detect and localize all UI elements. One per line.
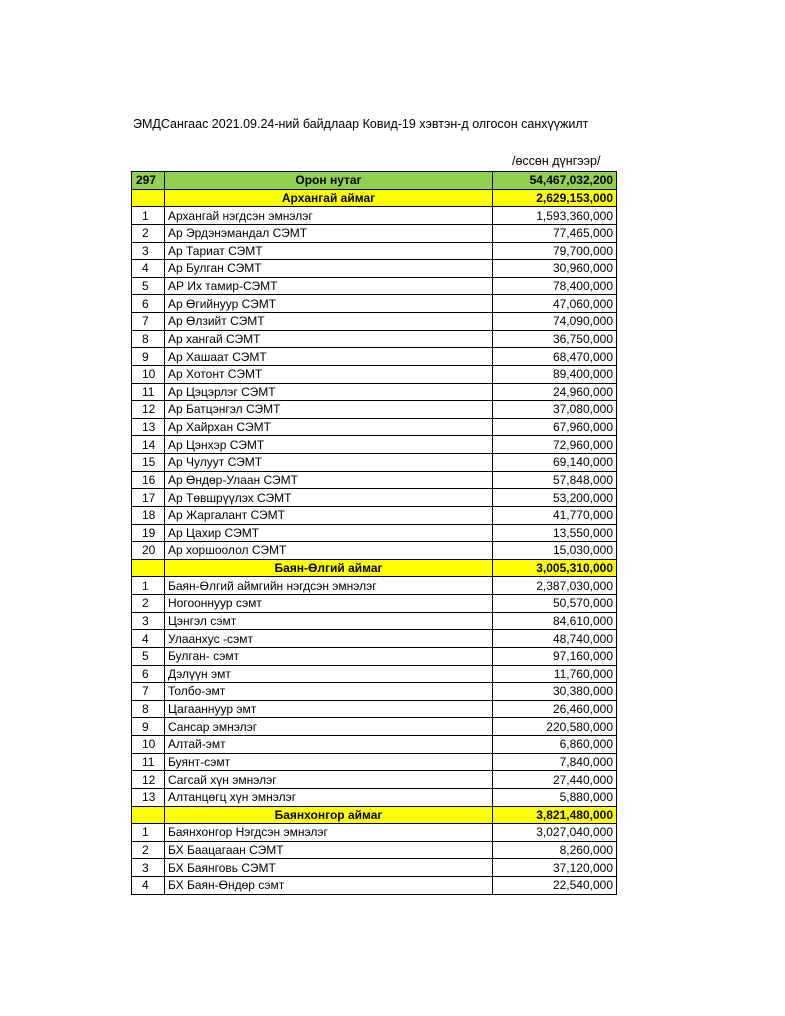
row-number: 6 [132,295,165,313]
row-organization: Ар Цэцэрлэг СЭМТ [165,383,493,401]
table-row [132,647,617,665]
row-number: 8 [132,700,165,718]
table-row [132,753,617,771]
row-amount: 84,610,000 [493,612,617,630]
row-organization: Ар Цэнхэр СЭМТ [165,436,493,454]
row-number: 4 [132,630,165,648]
row-number: 7 [132,313,165,331]
row-number: 16 [132,471,165,489]
row-amount: 11,760,000 [493,665,617,683]
row-amount: 68,470,000 [493,348,617,366]
row-amount: 69,140,000 [493,454,617,472]
row-organization: Буянт-сэмт [165,753,493,771]
table-row [132,736,617,754]
row-amount: 89,400,000 [493,365,617,383]
row-number: 13 [132,418,165,436]
row-amount: 77,465,000 [493,224,617,242]
row-amount: 13,550,000 [493,524,617,542]
aimag-row [132,806,617,824]
row-number: 4 [132,260,165,278]
row-organization: Толбо-эмт [165,683,493,701]
row-number: 9 [132,348,165,366]
table-row [132,454,617,472]
row-number: 9 [132,718,165,736]
table-row [132,295,617,313]
aimag-name: Баян-Өлгий аймаг [165,559,493,577]
table-row [132,524,617,542]
row-organization: Ар Хотонт СЭМТ [165,365,493,383]
aimag-empty-cell [132,189,165,207]
row-number: 13 [132,788,165,806]
row-number: 2 [132,841,165,859]
row-organization: Булган- сэмт [165,647,493,665]
table-row [132,436,617,454]
row-organization: Улаанхус -сэмт [165,630,493,648]
row-number: 2 [132,595,165,613]
table-row [132,260,617,278]
row-organization: Ар Хашаат СЭМТ [165,348,493,366]
row-organization: Ар Эрдэнэмандал СЭМТ [165,224,493,242]
table-row [132,242,617,260]
row-amount: 30,960,000 [493,260,617,278]
table-row [132,877,617,895]
table-row [132,348,617,366]
header-count: 297 [132,172,165,190]
row-organization: Ногооннуур сэмт [165,595,493,613]
row-number: 15 [132,454,165,472]
funding-table [131,171,617,895]
table-row [132,542,617,560]
aimag-total: 3,821,480,000 [493,806,617,824]
row-organization: Ар хангай СЭМТ [165,330,493,348]
table-row [132,277,617,295]
row-organization: Баянхонгор Нэгдсэн эмнэлэг [165,824,493,842]
row-amount: 36,750,000 [493,330,617,348]
row-amount: 26,460,000 [493,700,617,718]
table-row [132,718,617,736]
table-row [132,824,617,842]
table-row [132,224,617,242]
row-amount: 8,260,000 [493,841,617,859]
row-amount: 53,200,000 [493,489,617,507]
row-number: 11 [132,383,165,401]
row-amount: 67,960,000 [493,418,617,436]
row-organization: БХ Баян-Өндөр сэмт [165,877,493,895]
row-amount: 7,840,000 [493,753,617,771]
row-number: 3 [132,612,165,630]
row-organization: БХ Баацагаан СЭМТ [165,841,493,859]
table-row [132,841,617,859]
row-number: 1 [132,207,165,225]
row-organization: Дэлүүн эмт [165,665,493,683]
table-row [132,595,617,613]
row-organization: Ар Төвшрүүлэх СЭМТ [165,489,493,507]
row-number: 8 [132,330,165,348]
row-amount: 5,880,000 [493,788,617,806]
row-amount: 220,580,000 [493,718,617,736]
row-organization: БХ Баянговь СЭМТ [165,859,493,877]
aimag-empty-cell [132,806,165,824]
aimag-row [132,189,617,207]
aimag-name: Баянхонгор аймаг [165,806,493,824]
table-row [132,401,617,419]
row-number: 2 [132,224,165,242]
header-total: 54,467,032,200 [493,172,617,190]
table-row [132,506,617,524]
row-amount: 57,848,000 [493,471,617,489]
row-organization: Сансар эмнэлэг [165,718,493,736]
row-organization: Ар хоршоолол СЭМТ [165,542,493,560]
row-number: 18 [132,506,165,524]
row-amount: 30,380,000 [493,683,617,701]
row-organization: Архангай нэгдсэн эмнэлэг [165,207,493,225]
row-number: 7 [132,683,165,701]
row-amount: 78,400,000 [493,277,617,295]
row-organization: Алтай-эмт [165,736,493,754]
row-amount: 6,860,000 [493,736,617,754]
row-amount: 37,080,000 [493,401,617,419]
row-number: 1 [132,577,165,595]
table-row [132,577,617,595]
table-row [132,418,617,436]
table-row [132,313,617,331]
table-header-row [132,172,617,190]
row-organization: Ар Булган СЭМТ [165,260,493,278]
aimag-row [132,559,617,577]
row-number: 5 [132,647,165,665]
row-organization: Ар Батцэнгэл СЭМТ [165,401,493,419]
table-row [132,489,617,507]
row-organization: Ар Хайрхан СЭМТ [165,418,493,436]
table-row [132,683,617,701]
aimag-total: 2,629,153,000 [493,189,617,207]
row-number: 12 [132,771,165,789]
row-amount: 15,030,000 [493,542,617,560]
table-row [132,700,617,718]
unit-note: /өссөн дүнгээр/ [512,154,601,168]
row-organization: Баян-Өлгий аймгийн нэгдсэн эмнэлэг [165,577,493,595]
row-number: 19 [132,524,165,542]
table-row [132,330,617,348]
row-organization: Ар Чулуут СЭМТ [165,454,493,472]
row-number: 10 [132,365,165,383]
table-row [132,630,617,648]
row-number: 4 [132,877,165,895]
row-organization: Ар Өндөр-Улаан СЭМТ [165,471,493,489]
row-amount: 37,120,000 [493,859,617,877]
row-number: 3 [132,859,165,877]
row-organization: Алтанцөгц хүн эмнэлэг [165,788,493,806]
row-amount: 48,740,000 [493,630,617,648]
row-number: 1 [132,824,165,842]
aimag-empty-cell [132,559,165,577]
row-organization: Сагсай хүн эмнэлэг [165,771,493,789]
row-organization: Ар Жаргалант СЭМТ [165,506,493,524]
row-amount: 24,960,000 [493,383,617,401]
row-organization: Ар Өлзийт СЭМТ [165,313,493,331]
row-amount: 97,160,000 [493,647,617,665]
row-amount: 1,593,360,000 [493,207,617,225]
row-amount: 47,060,000 [493,295,617,313]
row-amount: 50,570,000 [493,595,617,613]
row-amount: 72,960,000 [493,436,617,454]
row-number: 17 [132,489,165,507]
document-title: ЭМДСангаас 2021.09.24-ний байдлаар Ковид-19 хэвтэн-д олгосон санхүүжилт [133,117,589,131]
row-amount: 41,770,000 [493,506,617,524]
row-organization: Ар Тариат СЭМТ [165,242,493,260]
row-number: 14 [132,436,165,454]
row-number: 11 [132,753,165,771]
row-number: 6 [132,665,165,683]
row-number: 20 [132,542,165,560]
row-organization: Цагааннуур эмт [165,700,493,718]
row-number: 5 [132,277,165,295]
table-row [132,859,617,877]
table-row [132,665,617,683]
table-row [132,788,617,806]
table-row [132,612,617,630]
table-row [132,207,617,225]
row-organization: Ар Цахир СЭМТ [165,524,493,542]
table-row [132,471,617,489]
row-organization: АР Их тамир-СЭМТ [165,277,493,295]
row-amount: 3,027,040,000 [493,824,617,842]
row-amount: 22,540,000 [493,877,617,895]
row-organization: Ар Өгийнуур СЭМТ [165,295,493,313]
row-amount: 74,090,000 [493,313,617,331]
aimag-name: Архангай аймаг [165,189,493,207]
row-number: 10 [132,736,165,754]
table-row [132,383,617,401]
row-number: 3 [132,242,165,260]
funding-table-body [132,172,617,895]
row-amount: 79,700,000 [493,242,617,260]
row-amount: 2,387,030,000 [493,577,617,595]
aimag-total: 3,005,310,000 [493,559,617,577]
table-row [132,771,617,789]
row-number: 12 [132,401,165,419]
header-label: Орон нутаг [165,172,493,190]
table-row [132,365,617,383]
row-organization: Цэнгэл сэмт [165,612,493,630]
row-amount: 27,440,000 [493,771,617,789]
